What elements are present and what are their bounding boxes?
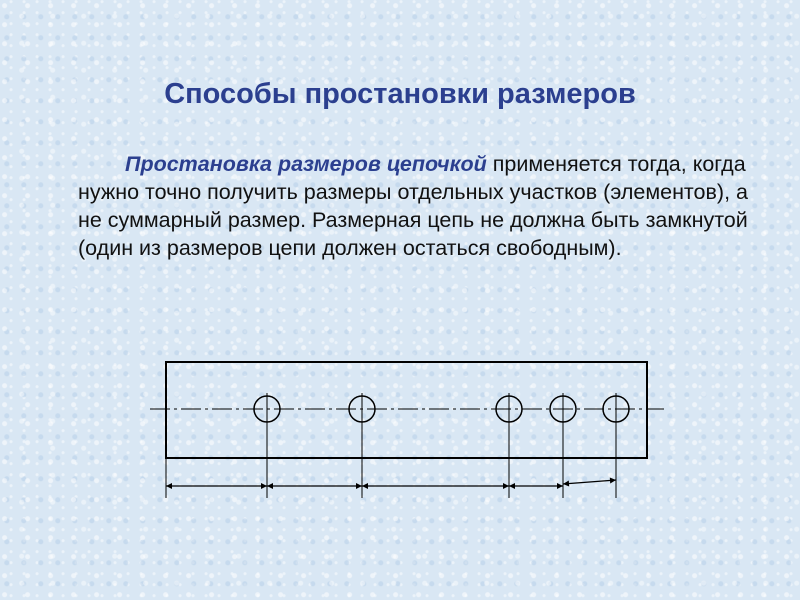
paragraph-text: применяется тогда, когда нужно точно получить размеры отдельных участков (элементов), а не суммарный размер. Размерная цепь не должна быть замкнутой (один из размеров цепи должен остаться свободным). [78, 152, 748, 260]
dimension-line-5 [563, 480, 616, 484]
extension-lines [166, 425, 616, 498]
paragraph-lead: Простановка размеров цепочкой [125, 152, 487, 176]
dimension-chain [166, 480, 616, 486]
part-outline [166, 362, 647, 458]
slide-title: Способы простановки размеров [164, 78, 636, 110]
